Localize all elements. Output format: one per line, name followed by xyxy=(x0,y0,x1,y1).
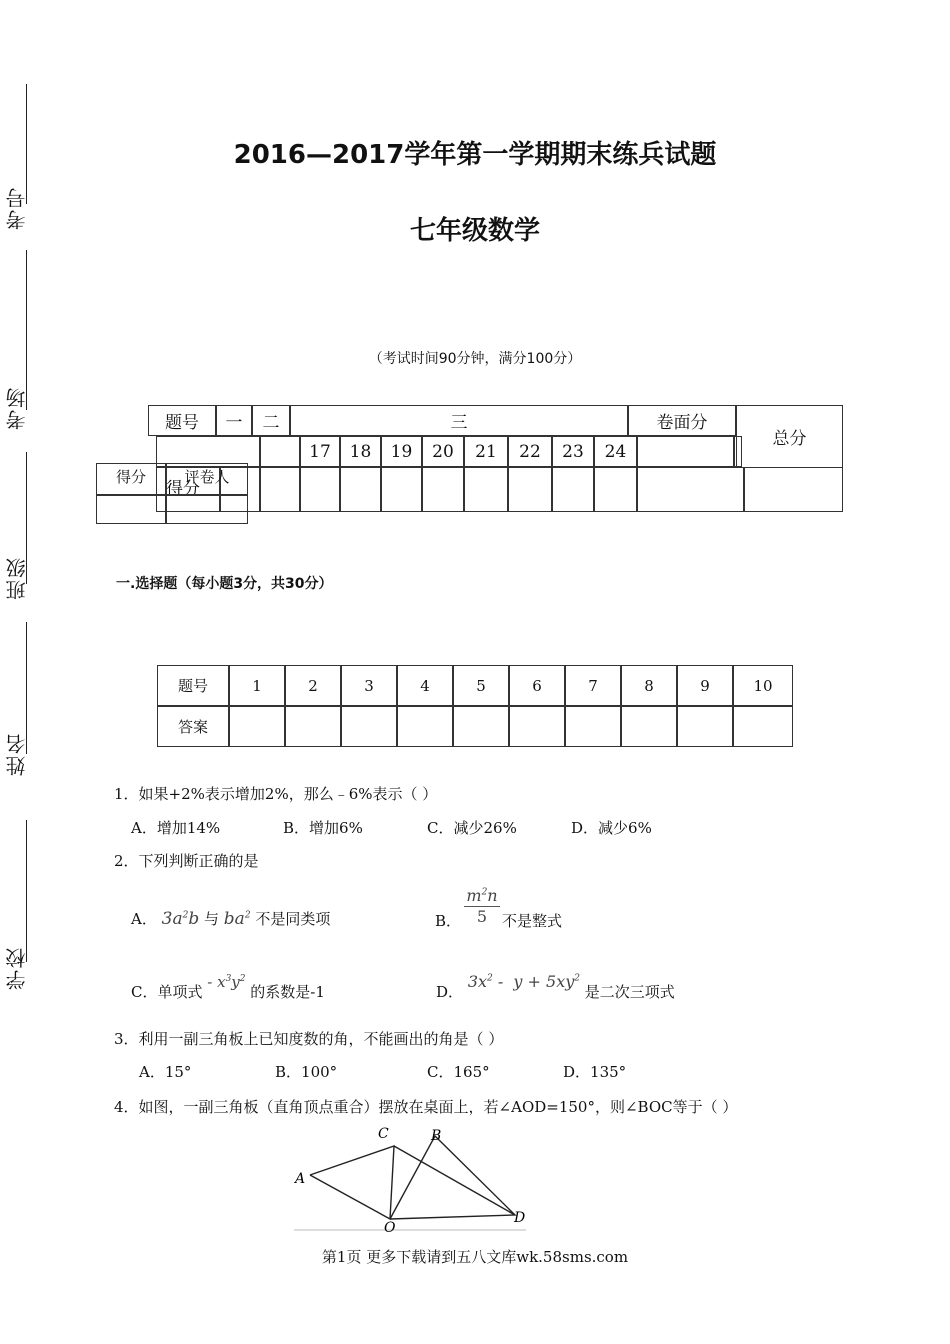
formula-neg-x3y2: - $x^3y^2$ xyxy=(207,973,246,991)
triangle-aoc xyxy=(310,1146,394,1219)
triangle-bod xyxy=(390,1136,515,1219)
question-1-stem: 1．如果+2%表示增加2%，那么﹣6%表示（ ） xyxy=(114,785,438,803)
label-a: A xyxy=(295,1171,306,1187)
question-3-option-d: D．135° xyxy=(563,1063,627,1081)
score-row-blank xyxy=(422,467,464,512)
answer-cell xyxy=(677,706,733,747)
question-2-stem: 2．下列判断正确的是 xyxy=(114,852,259,870)
score-row-blank xyxy=(552,467,594,512)
question-3-option-a: A．15° xyxy=(139,1063,192,1081)
answer-cell xyxy=(285,706,341,747)
score-row-blank xyxy=(260,467,300,512)
question-1-option-b: B．增加6% xyxy=(283,819,363,837)
score-sub-18: 18 xyxy=(340,436,381,467)
answer-cell xyxy=(621,706,677,747)
score-row-blank xyxy=(300,467,340,512)
exam-subject: 七年级数学 xyxy=(409,216,540,246)
label-c: C xyxy=(378,1126,389,1142)
score-row-blank xyxy=(464,467,508,512)
option-c-suffix: 的系数是-1 xyxy=(250,983,325,1001)
option-a-suffix: 不是同类项 xyxy=(255,910,331,928)
score-sub-blank xyxy=(734,436,742,467)
answer-number: 5 xyxy=(453,665,509,706)
answer-cell xyxy=(229,706,285,747)
label-b: B xyxy=(431,1128,442,1144)
reviewer-box-reviewer-label: 评卷人 xyxy=(166,463,248,495)
answer-cell xyxy=(509,706,565,747)
question-2-option-b-prefix: B． xyxy=(435,912,462,930)
margin-label-school: 学校 xyxy=(5,946,29,990)
question-4-figure xyxy=(290,1122,530,1234)
answer-number: 7 xyxy=(565,665,621,706)
score-sub-17: 17 xyxy=(300,436,340,467)
answer-row-label: 答案 xyxy=(157,706,229,747)
answer-cell xyxy=(341,706,397,747)
answer-number: 2 xyxy=(285,665,341,706)
question-2-option-c xyxy=(131,973,325,1002)
score-head-two: 二 xyxy=(252,405,290,436)
answer-row-label: 题号 xyxy=(157,665,229,706)
option-c-prefix: C．单项式 xyxy=(131,983,203,1001)
margin-label-class: 班级 xyxy=(5,556,29,600)
question-3-option-b: B．100° xyxy=(275,1063,338,1081)
answer-number: 8 xyxy=(621,665,677,706)
formula-ba2: $ba^2$ xyxy=(223,909,251,929)
question-2-option-a xyxy=(131,908,330,929)
reviewer-box-blank xyxy=(96,495,166,524)
answer-number: 10 xyxy=(733,665,793,706)
answer-cell xyxy=(397,706,453,747)
score-sub-blank xyxy=(260,436,300,467)
answer-cell xyxy=(733,706,793,747)
reviewer-box-score-label: 得分 xyxy=(96,463,166,495)
score-sub-21: 21 xyxy=(464,436,508,467)
exam-title: 2016—2017学年第一学期期末练兵试题 xyxy=(233,140,717,170)
question-4-stem: 4．如图，一副三角板（直角顶点重合）摆放在桌面上，若∠AOD=150°，则∠BOC等于（ ） xyxy=(114,1098,738,1116)
reviewer-box-blank xyxy=(166,495,248,524)
option-a-and: 与 xyxy=(203,910,219,928)
answer-number: 4 xyxy=(397,665,453,706)
segment-cd xyxy=(394,1146,515,1215)
score-row-label: 得分 xyxy=(166,479,200,499)
label-d: D xyxy=(514,1210,526,1226)
margin-label-room: 考场 xyxy=(5,386,29,430)
score-head-total: 总分 xyxy=(736,405,843,468)
score-row-blank xyxy=(381,467,422,512)
margin-label-name: 姓名 xyxy=(5,732,29,776)
score-head-one: 一 xyxy=(216,405,252,436)
exam-note: （考试时间90分钟，满分100分） xyxy=(368,351,582,367)
formula-m2n-over-5: $m^2n$ 5 xyxy=(464,886,500,926)
score-sub-19: 19 xyxy=(381,436,422,467)
score-row-blank xyxy=(340,467,381,512)
margin-label-exam-no: 考号 xyxy=(5,186,29,230)
score-row-blank xyxy=(594,467,637,512)
score-row-blank xyxy=(744,467,843,512)
formula-3a2b: $3a^2b$ xyxy=(161,909,200,929)
score-sub-20: 20 xyxy=(422,436,464,467)
score-head-paper: 卷面分 xyxy=(628,405,736,436)
question-3-option-c: C．165° xyxy=(427,1063,490,1081)
answer-number: 6 xyxy=(509,665,565,706)
question-1-option-a: A．增加14% xyxy=(131,819,221,837)
option-d-suffix: 是二次三项式 xyxy=(584,983,675,1001)
formula-3x2-y-5xy2: $3x^2 - y + 5xy^2$ xyxy=(467,972,581,991)
answer-number: 1 xyxy=(229,665,285,706)
answer-number: 3 xyxy=(341,665,397,706)
score-head-three: 三 xyxy=(290,405,628,436)
score-sub-24: 24 xyxy=(594,436,637,467)
score-row-blank xyxy=(637,467,744,512)
question-1-option-c: C．减少26% xyxy=(427,819,517,837)
answer-cell xyxy=(453,706,509,747)
question-1-option-d: D．减少6% xyxy=(571,819,652,837)
page-footer: 第1页 更多下载请到五八文库wk.58sms.com xyxy=(321,1248,629,1266)
label-o: O xyxy=(384,1220,396,1234)
score-row-blank xyxy=(508,467,552,512)
section-title: 一.选择题（每小题3分，共30分） xyxy=(116,576,333,592)
question-2-option-b-suffix: 不是整式 xyxy=(502,912,563,930)
score-sub-22: 22 xyxy=(508,436,552,467)
score-sub-23: 23 xyxy=(552,436,594,467)
answer-cell xyxy=(565,706,621,747)
answer-number: 9 xyxy=(677,665,733,706)
score-sub-blank xyxy=(637,436,734,467)
score-head-number: 题号 xyxy=(148,405,216,436)
option-d-prefix: D． xyxy=(436,983,464,1001)
question-3-stem: 3．利用一副三角板上已知度数的角，不能画出的角是（ ） xyxy=(114,1030,504,1048)
question-2-option-d xyxy=(436,972,675,1002)
option-a-prefix: A． xyxy=(131,910,157,928)
triangle-figure xyxy=(290,1122,530,1234)
